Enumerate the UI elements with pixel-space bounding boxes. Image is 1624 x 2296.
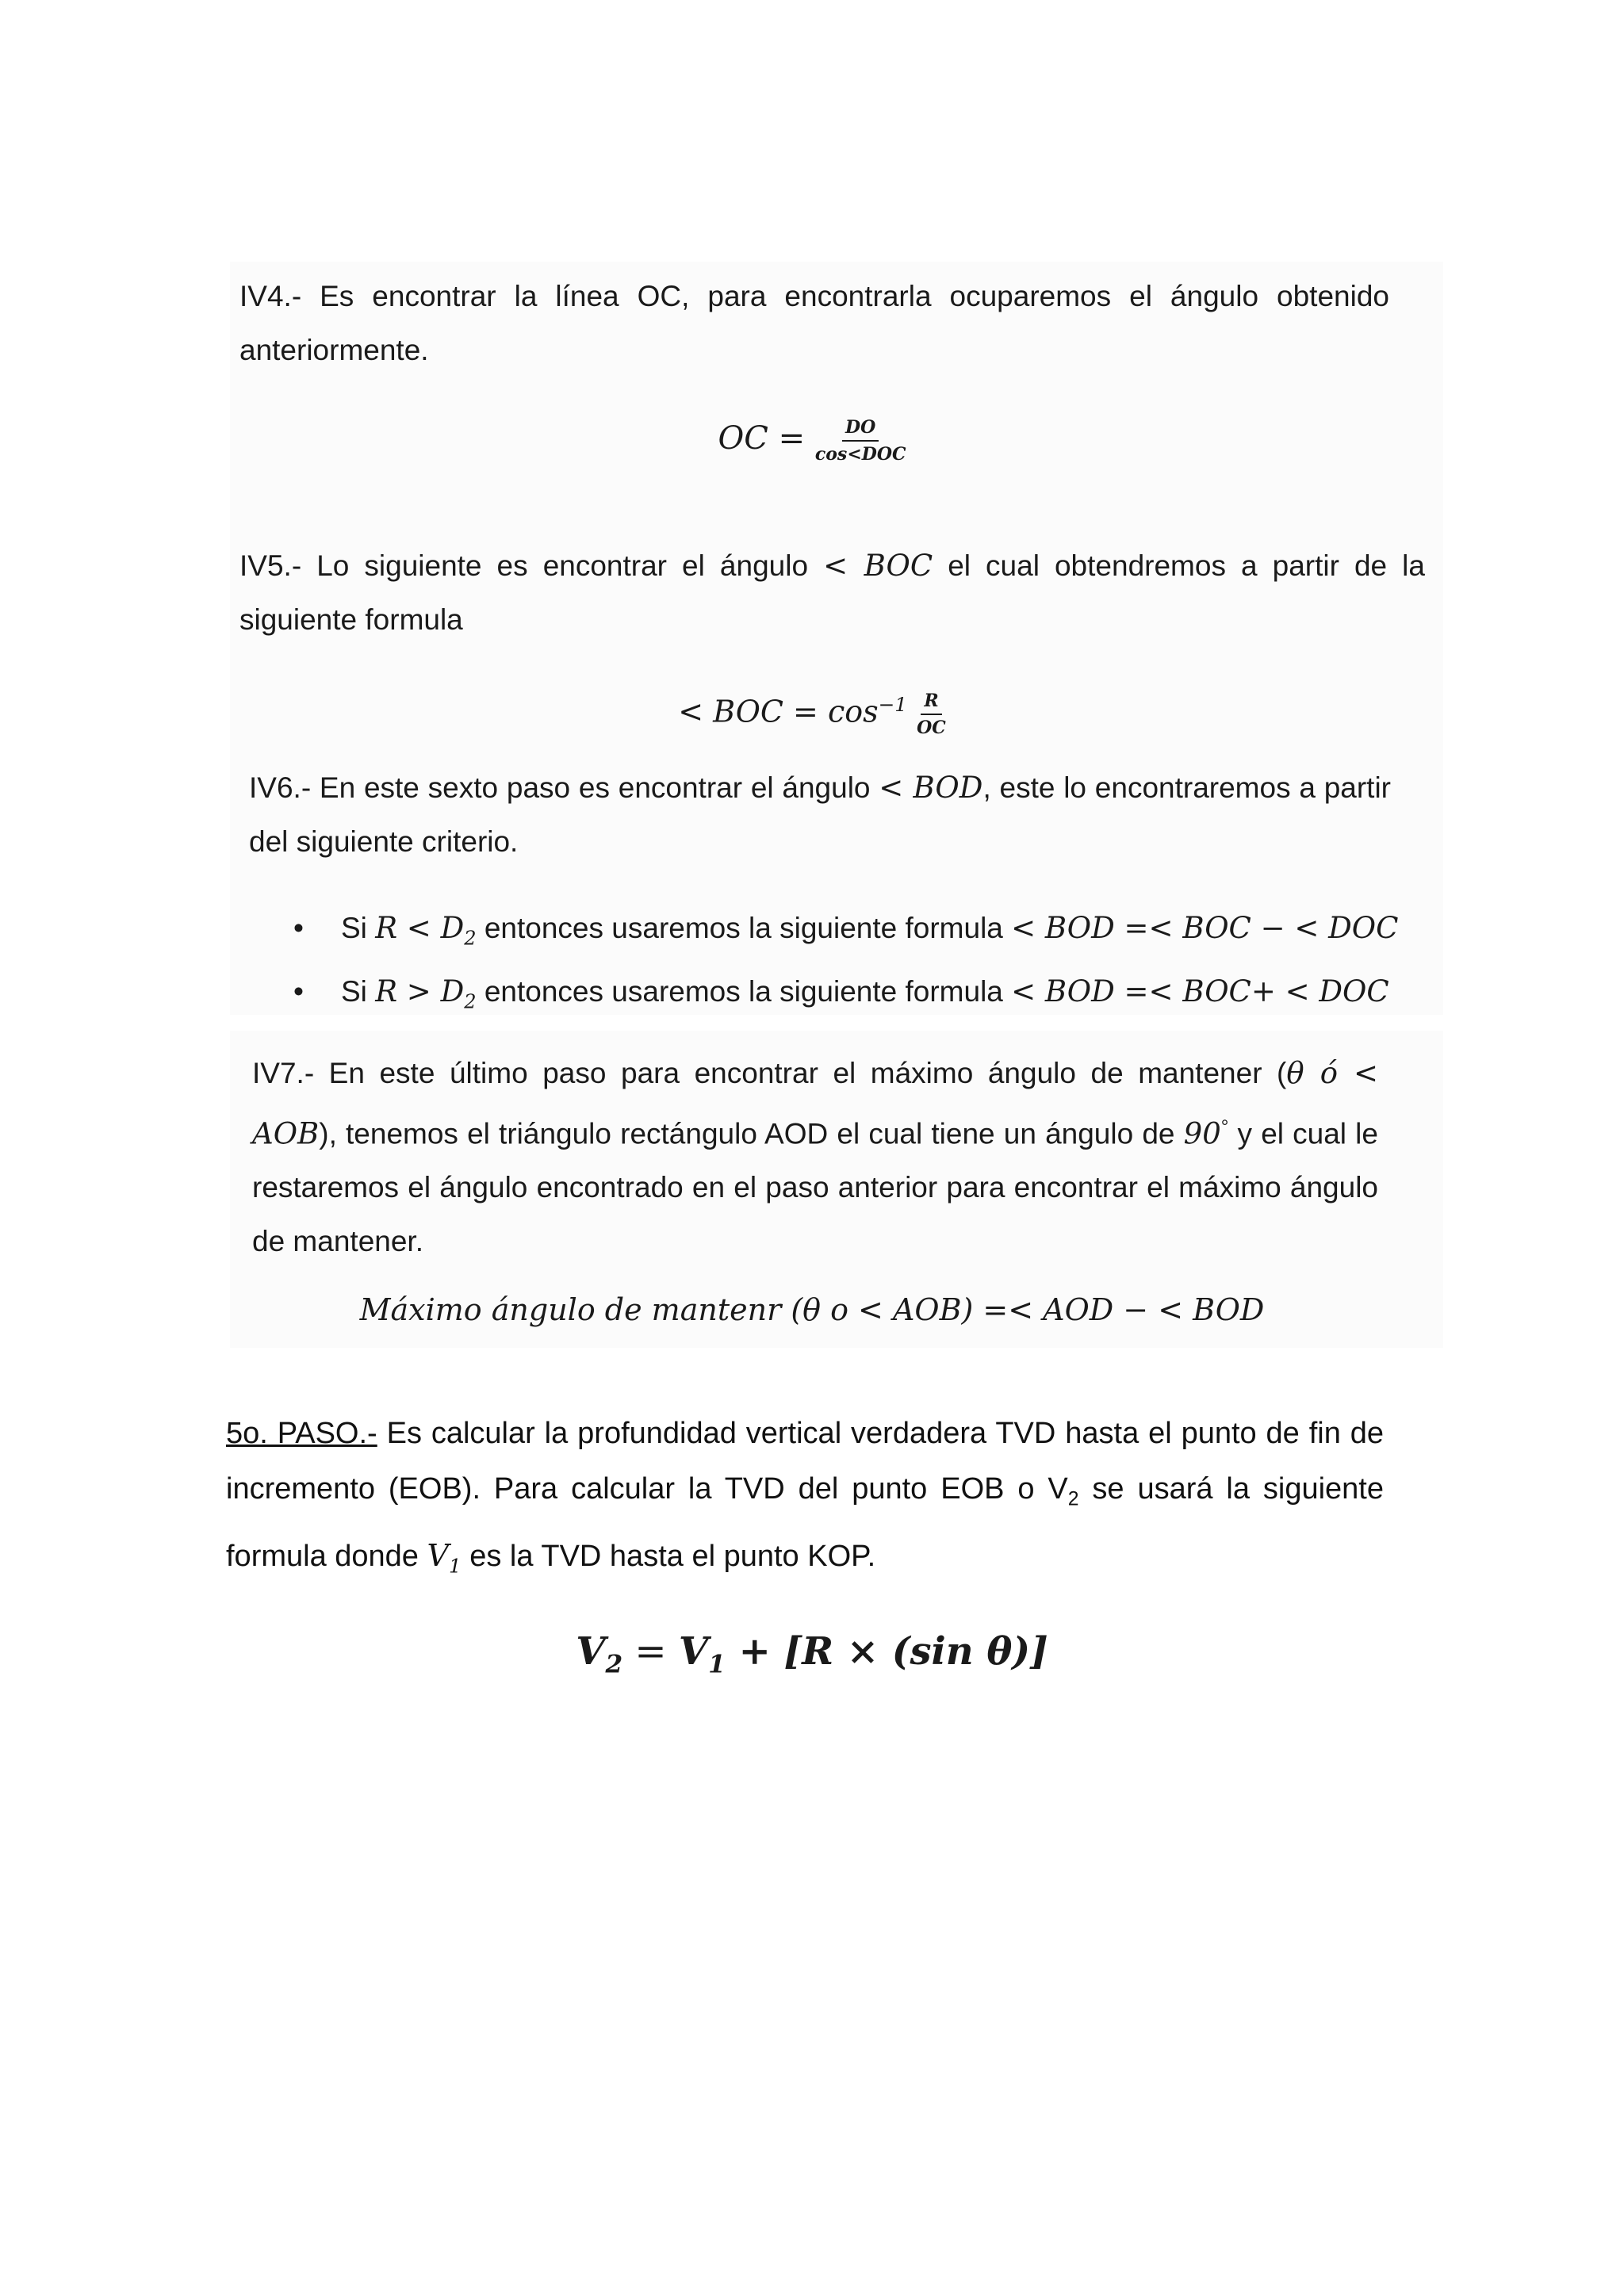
- iv7-degree-symbol: °: [1220, 1116, 1229, 1138]
- iv6-paragraph: [249, 761, 1391, 869]
- bullet-condition-sub: 2: [464, 927, 477, 950]
- step5-label: 5o. PASO.-: [226, 1417, 377, 1450]
- step5-text-a: Es calcular la profundidad vertical verdadera TVD hasta el punto de fin de incremento (EOB). Para calcular la TVD del punto EOB o V: [226, 1417, 1385, 1506]
- iv5-eq-lhs: < BOC = cos: [678, 694, 879, 729]
- iv5-paragraph: [239, 539, 1425, 647]
- list-item: [293, 901, 1398, 965]
- eq-v1: V: [678, 1629, 709, 1674]
- eq-v2-sub: 2: [605, 1650, 623, 1679]
- bullet-text: entonces usaremos la siguiente formula: [476, 912, 1012, 944]
- iv7-paragraph: [252, 1047, 1378, 1269]
- iv5-eq-numerator: R: [921, 690, 941, 715]
- iv6-text-b: , este lo encontraremos a partir del siguiente criterio.: [249, 771, 1392, 858]
- bullet-formula: < BOD =< BOC+ < DOC: [1011, 974, 1389, 1009]
- bullet-text: entonces usaremos la siguiente formula: [476, 975, 1012, 1008]
- iv5-eq-denominator: OC: [917, 718, 946, 738]
- iv5-text-a: IV5.- Lo siguiente es encontrar el ángulo: [239, 549, 824, 582]
- iv4-eq-denominator: cos<DOC: [814, 444, 906, 465]
- iv7-math-theta-aob: θ ó < AOB: [252, 1056, 1378, 1151]
- iv5-math-angle: < BOC: [823, 549, 933, 583]
- iv4-eq-lhs: OC =: [718, 420, 806, 457]
- iv4-eq-numerator: DO: [842, 416, 879, 442]
- eq-v1-sub: 1: [708, 1650, 726, 1679]
- step5-text-b: se usará la siguiente formula donde: [226, 1472, 1384, 1573]
- step5-v1: V: [427, 1537, 449, 1573]
- iv7-math-ninety: 90: [1183, 1116, 1221, 1151]
- eq-equals: =: [622, 1629, 679, 1674]
- step5-text-c: es la TVD hasta el punto KOP.: [461, 1539, 876, 1573]
- iv6-criteria-list: [293, 901, 1398, 1029]
- iv5-eq-fraction: [917, 690, 946, 739]
- iv5-text-b: el cual obtendremos a partir de la siguiente formula: [239, 549, 1425, 636]
- bullet-condition: R > D: [375, 974, 465, 1009]
- iv7-text-b: ), tenemos el triángulo rectángulo AOD el cual tiene un ángulo de: [319, 1117, 1184, 1150]
- bullet-si: Si: [341, 912, 376, 944]
- iv4-equation: [0, 416, 1624, 465]
- iv6-math-angle: < BOD: [879, 771, 983, 805]
- bullet-icon: •: [293, 912, 304, 944]
- iv7-text-a: IV7.- En este último paso para encontrar el máximo ángulo de mantener (: [252, 1057, 1287, 1089]
- iv4-paragraph: IV4.- Es encontrar la línea OC, para encontrarla ocuparemos el ángulo obtenido anteriormente.: [239, 280, 1389, 366]
- iv6-text-a: IV6.- En este sexto paso es encontrar el ángulo: [249, 771, 879, 804]
- iv5-eq-exponent: −1: [878, 692, 908, 716]
- iv4-eq-fraction: [815, 416, 906, 465]
- iv7-text-c: y el cual le restaremos el ángulo encontrado en el paso anterior para encontrar el máximo ángulo de mantener.: [252, 1117, 1378, 1258]
- bullet-icon: •: [293, 975, 304, 1008]
- bullet-condition-sub: 2: [464, 990, 477, 1013]
- step5-sub-a: 2: [1067, 1488, 1079, 1510]
- step5-equation: [0, 1629, 1624, 1679]
- eq-rest: + [R × (sin θ)]: [725, 1629, 1048, 1674]
- eq-v2: V: [576, 1629, 606, 1674]
- iv7-equation: Máximo ángulo de mantenr (θ o < AOB) =< AOD − < BOD: [359, 1292, 1265, 1327]
- list-item: [293, 965, 1398, 1028]
- iv5-equation: [0, 690, 1624, 739]
- step5-v1-sub: 1: [448, 1554, 462, 1578]
- bullet-formula: < BOD =< BOC − < DOC: [1011, 911, 1399, 945]
- bullet-condition: R < D: [375, 911, 465, 945]
- step5-paragraph: [226, 1406, 1384, 1594]
- bullet-si: Si: [341, 975, 376, 1008]
